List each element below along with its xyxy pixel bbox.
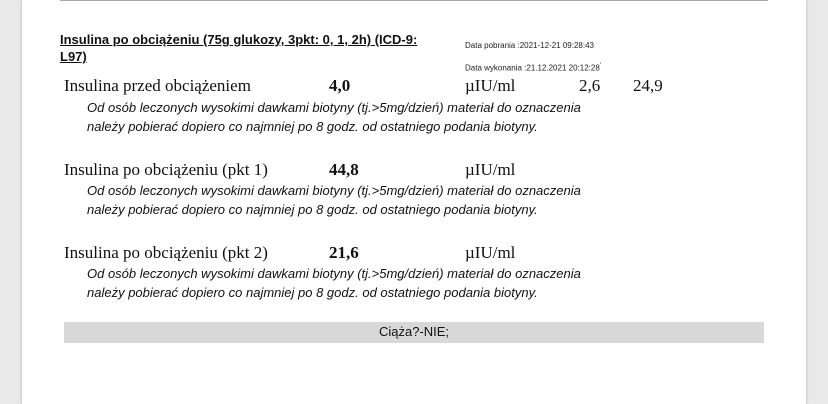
test-unit: µIU/ml <box>465 76 516 95</box>
result-row-pkt2 <box>64 243 704 265</box>
test-unit: µIU/ml <box>465 243 516 262</box>
pregnancy-status: Ciąża?-NIE; <box>378 324 450 339</box>
test-name: Insulina przed obciążeniem <box>64 76 251 95</box>
pregnancy-status-bar <box>64 322 764 343</box>
result-row-przed <box>64 76 704 98</box>
collection-date: Data pobrania :2021-12-21 09:28:43 <box>465 41 594 50</box>
biotin-note: Od osób leczonych wysokimi dawkami biotyny (tj.>5mg/dzień) materiał do oznaczenia należy pobierać dopiero co najmniej po 8 godz. od ostatniego podania biotyny. <box>87 183 581 217</box>
execution-date: Data wykonania :21.12.2021 20:12:28 <box>465 63 600 73</box>
test-unit: µIU/ml <box>465 160 516 179</box>
test-name: Insulina po obciążeniu (pkt 1) <box>64 160 268 179</box>
test-name: Insulina po obciążeniu (pkt 2) <box>64 243 268 262</box>
section-title: Insulina po obciążeniu (75g glukozy, 3pkt: 0, 1, 2h) (ICD-9: L97) <box>60 32 418 64</box>
test-value: 44,8 <box>329 160 359 179</box>
test-value: 4,0 <box>329 76 351 95</box>
test-value: 21,6 <box>329 243 359 262</box>
top-divider <box>60 0 768 1</box>
reference-high: 24,9 <box>633 76 663 95</box>
biotin-note: Od osób leczonych wysokimi dawkami biotyny (tj.>5mg/dzień) materiał do oznaczenia należy pobierać dopiero co najmniej po 8 godz. od ostatniego podania biotyny. <box>87 266 581 300</box>
reference-low: 2,6 <box>579 76 601 95</box>
result-row-pkt1 <box>64 160 704 182</box>
execution-date-line <box>465 63 601 73</box>
execution-date-mark: ' <box>599 63 601 69</box>
biotin-note: Od osób leczonych wysokimi dawkami biotyny (tj.>5mg/dzień) materiał do oznaczenia należy pobierać dopiero co najmniej po 8 godz. od ostatniego podania biotyny. <box>87 100 581 134</box>
